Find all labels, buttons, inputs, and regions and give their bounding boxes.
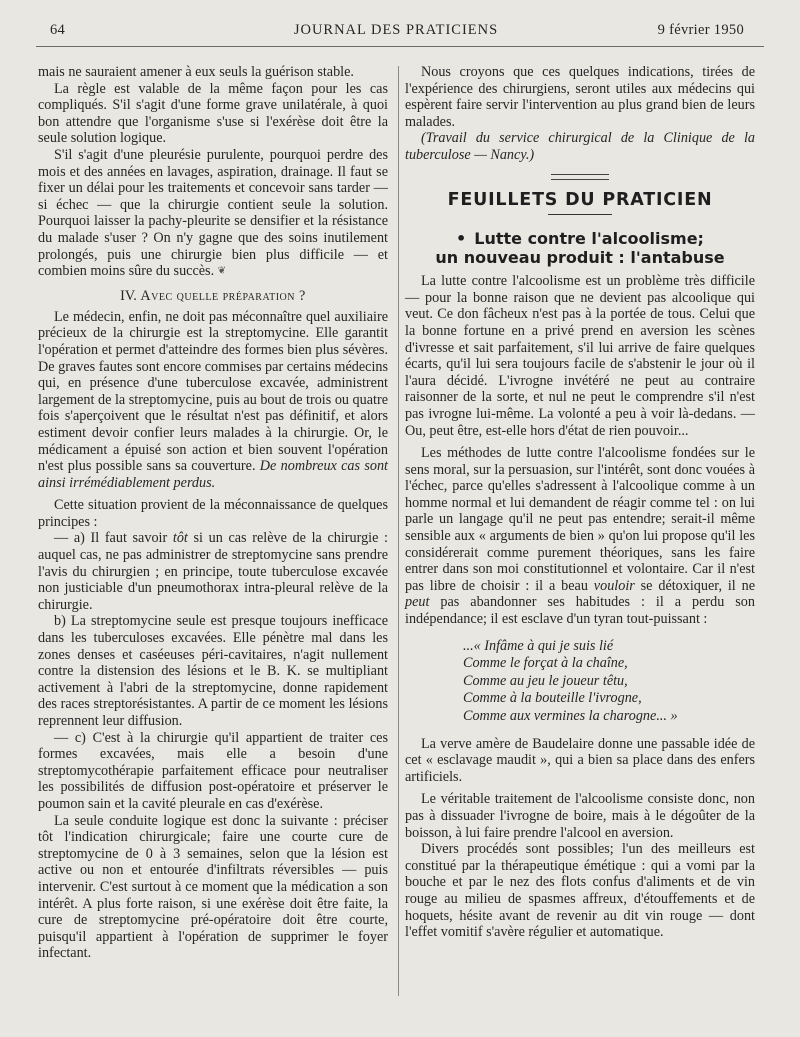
paragraph-text: pas abandonner ses habitudes : il a perdu son indépendance; il est esclave d'un tyran tout-puissant : bbox=[405, 594, 755, 628]
paragraph-emphasis: De nombreux cas sont ainsi irrémédiablement perdus. bbox=[38, 458, 388, 491]
paragraph bbox=[38, 147, 388, 280]
paragraph: La lutte contre l'alcoolisme est un problème très difficile — pour la bonne raison que ne devient pas alcoolique qui veut. Ce don fâcheux n'est pas à la portée de tous. Celui que la bonne fortune en a privé prend en aversion les scènes d'ivresse et sait parfaitement, s'il lui arrive de faire quelques écarts, qu'il lui sera toujours facile de s'abstenir le jour où il l'aura décidé. L'ivrogne invétéré ne peut au contraire raisonner de la sorte, et nul ne peut le comprendre s'il n'est pas ivrogne lui-même. La volonté a peu à voir là-dedans. — Ou, peut être, est-elle hors d'état de rien pouvoir... bbox=[405, 273, 755, 439]
article-title bbox=[405, 229, 755, 267]
issue-date: 9 février 1950 bbox=[657, 22, 744, 38]
article-subtitle: un nouveau produit : l'antabuse bbox=[435, 248, 725, 268]
principle-a bbox=[38, 530, 388, 613]
rubric-heading: FEUILLETS DU PRATICIEN bbox=[447, 189, 713, 210]
paragraph: mais ne sauraient amener à eux seuls la guérison stable. bbox=[38, 64, 354, 80]
principle-text: si un cas relève de la chirurgie : auquel cas, ne pas administrer de streptomycine sans prendre l'avis du chirurgien ; en principe, toute tuberculose excavée non justiciable d'un pneumothorax intra-pleural relève de la chirurgie. bbox=[38, 530, 388, 613]
column-divider bbox=[398, 66, 399, 996]
principle-label: b) bbox=[54, 613, 66, 630]
principle-text: La streptomycine seule est presque toujours inefficace dans les tuberculoses excavées. Elle pénètre mal dans les zones denses et caséeuses péri-cavitaires, n'agit nullement contre la distension des lésions et le B. K. se multipliant activement à l'abri de la streptomycine, donne rapidement des races streptorésistantes. A partir de ce moment les lésions reprennent leur diffusion. bbox=[38, 613, 388, 729]
principle-emphasis: tôt bbox=[172, 530, 188, 547]
poem-line: Comme au jeu le joueur têtu, bbox=[463, 672, 628, 689]
principle-text: Il faut savoir bbox=[90, 530, 168, 547]
page-header bbox=[40, 22, 752, 44]
principle-label: — a) bbox=[54, 530, 85, 547]
paragraph: La seule conduite logique est donc la suivante : préciser tôt l'indication chirurgicale; faire une courte cure de streptomycine de 0 à 3 semaines, selon que la lésion est active ou non et entourée d'infiltrats réversibles — puis intervenir. C'est surtout à ce moment que la médication a son intérêt. A plus forte raison, si une exérèse doit être faite, la cure de streptomycine pré-opératoire doit être courte, puisqu'il appartient à l'opération de supprimer le foyer infectant. bbox=[38, 812, 388, 962]
paragraph bbox=[38, 309, 388, 492]
paragraph-text: Les méthodes de lutte contre l'alcoolisme fondées sur le sens moral, sur la persuasion, sur l'intérêt, sont donc vouées à l'échec, parce qu'elles s'adressent à l'alcoolique comme à un homme normal et lui demandent de réagir comme tel : on lui parle un langage qu'il ne peut pas entendre; serait-il même sensible aux « arguments de bien » qu'on lui propose qu'il les considérerait comme purement théoriques, sans les faire entrer dans son moi constitutionnel et volontaire. Car il n'est pas libre de choisir : il a beau bbox=[405, 445, 755, 594]
paragraph: Divers procédés sont possibles; l'un des meilleurs est constitué par la thérapeutique émétique : qui a vomi par la bouche et par le nez des flots confus d'aliments et de vin rouge au milieu de spasmes affreux, d'étouffements et de hoquets, hésite avant de revenir au dit vin rouge — dont l'effet vomitif s'avère régulier et automatique. bbox=[405, 841, 755, 941]
short-rule bbox=[548, 214, 612, 215]
article-credit: (Travail du service chirurgical de la Clinique de la tuberculose — Nancy.) bbox=[405, 130, 755, 163]
paragraph: Nous croyons que ces quelques indications, tirées de l'expérience des chirurgiens, seront utiles aux médecins qui espèrent faire servir l'intervention au plus grand bien de leurs malades. bbox=[405, 64, 755, 130]
paragraph: Le véritable traitement de l'alcoolisme consiste donc, non pas à dissuader l'ivrogne de boire, mais à le dégoûter de la boisson, à lui faire prendre l'alcool en aversion. bbox=[405, 791, 755, 841]
paragraph-text: se détoxiquer, il ne bbox=[640, 577, 756, 594]
paragraph-emphasis: vouloir bbox=[593, 577, 635, 594]
section-heading bbox=[38, 288, 388, 305]
principle-label: — c) bbox=[54, 729, 86, 746]
right-column bbox=[405, 64, 755, 941]
principle-c bbox=[38, 730, 388, 813]
poem-line: Comme à la bouteille l'ivrogne, bbox=[463, 690, 642, 707]
article-body bbox=[405, 273, 755, 941]
left-column bbox=[38, 64, 388, 962]
section-number: IV. bbox=[120, 288, 137, 305]
ink-mark-icon: ❦ bbox=[217, 265, 227, 277]
header-rule bbox=[36, 46, 764, 47]
paragraph: La règle est valable de la même façon pour les cas compliqués. S'il s'agit d'une forme grave unilatérale, à quoi bon attendre que l'organisme s'use si l'exérèse doit être la seule solution logique. bbox=[38, 80, 388, 147]
article-title-text: Lutte contre l'alcoolisme; bbox=[474, 229, 704, 249]
poem-line: ...« Infâme à qui je suis lié bbox=[463, 637, 614, 654]
paragraph: La verve amère de Baudelaire donne une passable idée de cet « esclavage maudit », qui a bien sa place dans des enfers artificiels. bbox=[405, 735, 755, 785]
double-rule bbox=[551, 174, 609, 180]
paragraph-text: Le médecin, enfin, ne doit pas méconnaître quel auxiliaire précieux de la chirurgie est la streptomycine. Elle garantit l'opération et permet d'atteindre des formes bien plus sévères. De graves fautes sont encore commises par certains médecins qui, en présence d'une tuberculose excavée, administrent largement de la streptomycine, puis au bout de trois ou quatre fois s'aperçoivent que le résultat n'est pas définitif, et alors estiment devoir confier leurs malades à la chirurgie. Or, le médicament a épuisé son action et bien souvent l'opération n'est plus possible sans sa couverture. bbox=[38, 308, 388, 475]
paragraph bbox=[405, 445, 755, 628]
paragraph: Cette situation provient de la méconnaissance de quelques principes : bbox=[38, 497, 388, 530]
poem-quote bbox=[463, 638, 755, 726]
journal-title: JOURNAL DES PRATICIENS bbox=[293, 22, 499, 38]
principle-text: C'est à la chirurgie qu'il appartient de traiter ces formes excavées, mais elle a besoin d'une streptomycothérapie parfaitement efficace pour neutraliser les possibilités de diffusion post-opératoire et préserver le poumon sain et la cavité pleurale en cas d'exérèse. bbox=[38, 729, 388, 812]
principle-b bbox=[38, 613, 388, 729]
paragraph-emphasis: peut bbox=[405, 594, 430, 611]
section-title: Avec quelle préparation ? bbox=[140, 288, 306, 305]
bullet-icon: • bbox=[456, 229, 467, 249]
poem-line: Comme le forçat à la chaîne, bbox=[463, 655, 628, 672]
paragraph-text: S'il s'agit d'une pleurésie purulente, pourquoi perdre des mois et des années en lavages, aspiration, drainage. Il faut se fixer un délai pour les traitements et concevoir sans tarder — si échec — que la chirurgie contient seule la solution. Pourquoi laisser la pachy-pleurite se densifier et la résistance du malade s'user ? On n'y gagne que des soins inutilement prolongés, puis une chirurgie bien plus difficile — et combien moins sûre du succès. bbox=[38, 146, 388, 280]
article-title-line bbox=[405, 229, 755, 248]
page-number: 64 bbox=[50, 22, 66, 38]
poem-line: Comme aux vermines la charogne... » bbox=[463, 708, 678, 724]
